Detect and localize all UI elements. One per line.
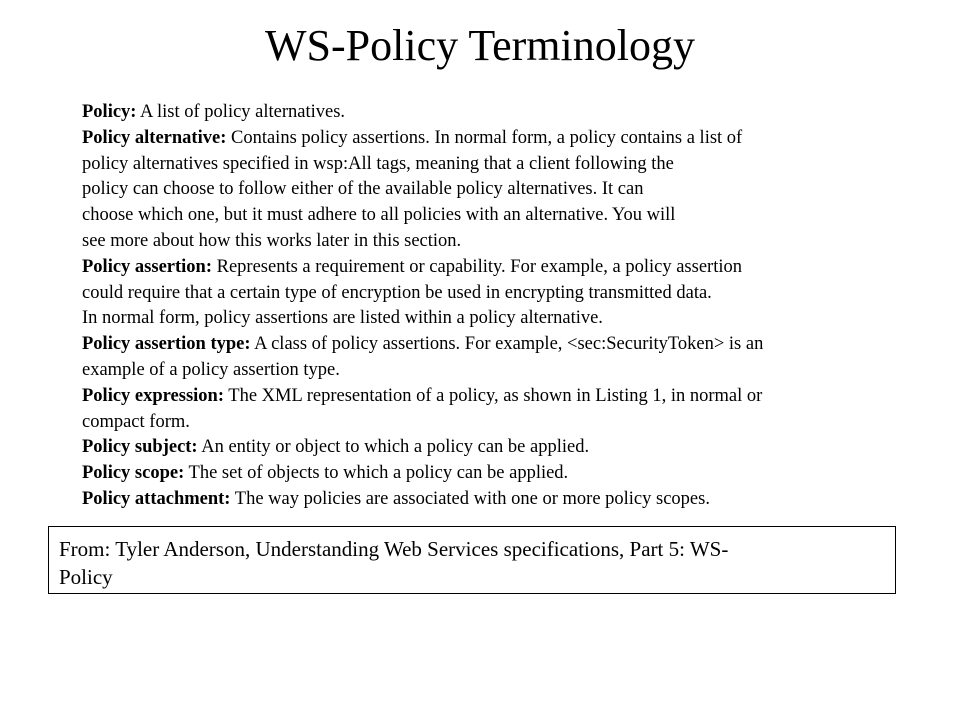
definition-text: Contains policy assertions. In normal form, a policy contains a list of	[226, 127, 743, 148]
term-label: Policy subject:	[82, 437, 198, 458]
term-label: Policy attachment:	[82, 488, 231, 509]
definition-text: see more about how this works later in this section.	[82, 230, 462, 251]
definition-text: example of a policy assertion type.	[82, 359, 340, 380]
term-label: Policy:	[82, 102, 137, 122]
page-title: WS-Policy Terminology	[265, 21, 695, 70]
definition-policy-expression	[82, 384, 882, 410]
definition-text: compact form.	[82, 411, 190, 432]
definition-text: The way policies are associated with one or more policy scopes.	[230, 488, 710, 509]
definition-text: A list of policy alternatives.	[136, 102, 346, 122]
source-citation-box	[48, 526, 896, 594]
definition-text: An entity or object to which a policy can be applied.	[197, 437, 590, 458]
definition-text: policy alternatives specified in wsp:All tags, meaning that a client following the	[82, 153, 674, 174]
term-label: Policy alternative:	[82, 127, 227, 148]
definition-policy-assertion	[82, 255, 882, 281]
definition-text: could require that a certain type of encryption be used in encrypting transmitted data.	[82, 282, 712, 303]
term-label: Policy assertion:	[82, 256, 212, 277]
definition-policy-attachment	[82, 487, 882, 513]
source-citation-line: Policy	[59, 565, 113, 589]
term-label: Policy expression:	[82, 385, 224, 406]
definitions-list	[82, 100, 882, 513]
definition-policy-scope	[82, 461, 882, 487]
definition-text: policy can choose to follow either of the available policy alternatives. It can	[82, 179, 644, 200]
definition-policy	[82, 100, 882, 126]
definition-text: A class of policy assertions. For example, <sec:SecurityToken> is an	[250, 334, 764, 355]
source-citation-line: From: Tyler Anderson, Understanding Web Services specifications, Part 5: WS-	[59, 537, 729, 561]
definition-text: The XML representation of a policy, as shown in Listing 1, in normal or	[224, 385, 763, 406]
term-label: Policy scope:	[82, 463, 185, 484]
definition-text: choose which one, but it must adhere to all policies with an alternative. You will	[82, 205, 676, 226]
definition-policy-assertion-type	[82, 332, 882, 358]
definition-text: The set of objects to which a policy can be applied.	[184, 463, 569, 484]
definition-text: In normal form, policy assertions are listed within a policy alternative.	[82, 308, 603, 329]
definition-policy-subject	[82, 435, 882, 461]
term-label: Policy assertion type:	[82, 334, 251, 355]
definition-text: Represents a requirement or capability. For example, a policy assertion	[212, 256, 742, 277]
definition-policy-alternative	[82, 126, 882, 152]
